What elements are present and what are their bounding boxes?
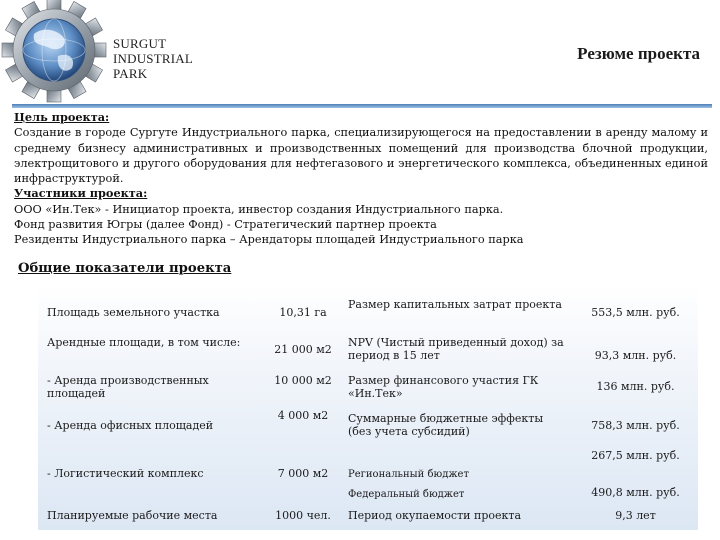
- gear-globe-icon: [0, 0, 110, 103]
- company-line: SURGUT: [113, 36, 167, 51]
- indicator-label: - Аренда производственных площадей: [47, 374, 209, 400]
- indicator-value: 490,8 млн. руб.: [591, 486, 680, 499]
- indicator-value: 553,5 млн. руб.: [591, 306, 680, 319]
- indicator-label: NPV (Чистый приведенный доход) за период в 15 лет: [348, 336, 564, 362]
- indicator-label: - Логистический комплекс: [47, 467, 204, 480]
- participant-item: Резиденты Индустриального парка – Арендаторы площадей Индустриального парка: [14, 233, 524, 247]
- header: [0, 0, 720, 103]
- indicator-value: 9,3 лет: [615, 509, 656, 522]
- indicator-label: Суммарные бюджетные эффекты (без учета субсидий): [348, 412, 544, 438]
- header-divider: [12, 104, 712, 108]
- participant-item: ООО «Ин.Тек» - Инициатор проекта, инвестор создания Индустриального парка.: [14, 202, 504, 216]
- page-title: Резюме проекта: [577, 44, 700, 63]
- participant-item: Фонд развития Югры (далее Фонд) - Стратегический партнер проекта: [14, 218, 437, 232]
- indicator-label: Период окупаемости проекта: [348, 509, 522, 522]
- goal-label: Цель проекта:: [14, 110, 110, 124]
- indicator-label: Размер капитальных затрат проекта: [348, 298, 562, 311]
- indicator-value: 4 000 м2: [277, 409, 329, 422]
- indicator-value: 267,5 млн. руб.: [591, 449, 680, 462]
- project-description: [14, 110, 708, 248]
- company-name: [113, 36, 193, 81]
- indicator-label: Арендные площади, в том числе:: [47, 336, 241, 349]
- indicator-value: 1000 чел.: [275, 509, 331, 522]
- indicator-label: Планируемые рабочие места: [47, 509, 218, 522]
- indicator-label: - Аренда офисных площадей: [47, 419, 214, 432]
- indicator-value: 136 млн. руб.: [596, 380, 675, 393]
- participants-label: Участники проекта:: [14, 186, 148, 201]
- indicator-label: Площадь земельного участка: [47, 306, 220, 319]
- indicator-label: Региональный бюджет: [348, 469, 469, 480]
- company-line: PARK: [113, 66, 148, 81]
- indicators-heading: Общие показатели проекта: [18, 261, 232, 276]
- indicator-value: 21 000 м2: [274, 343, 332, 356]
- indicator-value: 7 000 м2: [277, 467, 329, 480]
- indicator-value: 10,31 га: [279, 306, 327, 319]
- indicator-label: Размер финансового участия ГК «Ин.Тек»: [348, 374, 539, 400]
- indicator-value: 758,3 млн. руб.: [591, 419, 680, 432]
- goal-text: Создание в городе Сургуте Индустриального парка, специализирующегося на предоставлении в аренду малому и среднему бизнесу административных и производственных помещений для производства блочной продукции, электрощитового и другого оборудования для нефтегазового и энергетического комплекса, объединенных единой инфраструктурой.: [14, 126, 708, 186]
- indicator-value: 93,3 млн. руб.: [594, 349, 677, 362]
- indicator-value: 10 000 м2: [274, 374, 332, 387]
- company-line: INDUSTRIAL: [113, 51, 193, 66]
- indicator-label: Федеральный бюджет: [348, 489, 465, 500]
